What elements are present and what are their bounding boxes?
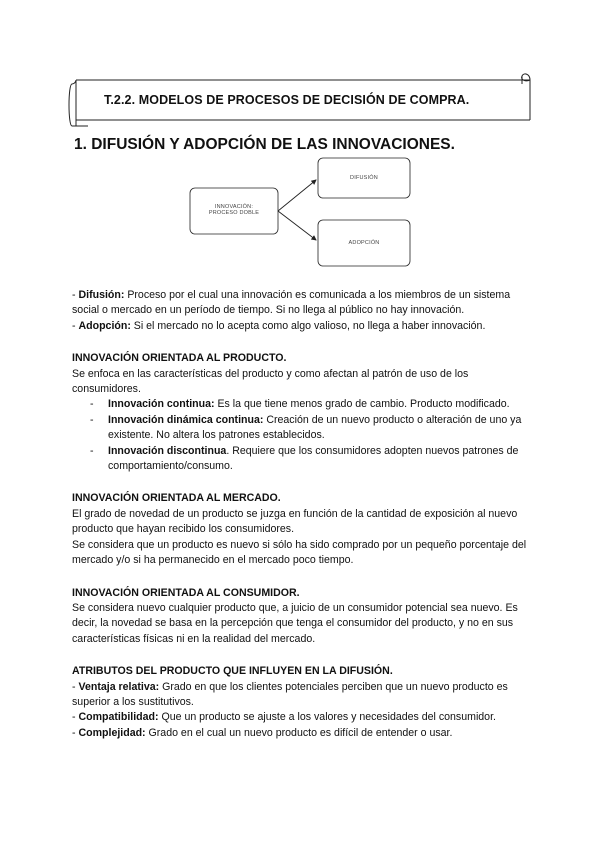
atributo-item: - Compatibilidad: Que un producto se ajuste a los valores y necesidades del consumidor.: [72, 711, 496, 724]
adopcion-label: ADOPCIÓN: [348, 240, 380, 246]
document-title: T.2.2. MODELOS DE PROCESOS DE DECISIÓN DE COMPRA.: [104, 93, 470, 107]
innovation-label: INNOVACIÓN: PROCESO DOBLE: [208, 204, 260, 216]
difusion-label: DIFUSIÓN: [350, 175, 378, 181]
producto-heading: INNOVACIÓN ORIENTADA AL PRODUCTO.: [72, 352, 287, 365]
definition-adopcion: - Adopción: Si el mercado no lo acepta como algo valioso, no llega a haber innovación.: [72, 319, 486, 332]
innovation-diagram: [185, 156, 415, 271]
list-item: - Innovación dinámica continua: Creación de un nuevo producto o alteración de uno ya existente. No altera los patrones establecidos.: [90, 413, 532, 444]
consumidor-paragraph: Se considera nuevo cualquier producto que, a juicio de un consumidor potencial sea nuevo. Es decir, la novedad se basa en la percepción que tenga el consumidor del producto, y no en sus características físicas ni en la realidad del mercado.: [72, 601, 518, 645]
atributo-item: - Complejidad: Grado en el cual un nuevo producto es difícil de entender o usar.: [72, 726, 453, 739]
list-item: - Innovación continua: Es la que tiene menos grado de cambio. Producto modificado.: [90, 397, 532, 412]
arrow-to-difusion: [278, 180, 316, 211]
mercado-paragraph: Se considera que un producto es nuevo si sólo ha sido comprado por un pequeño porcentaje del mercado y/o si ha permanecido en el mercado poco tiempo.: [72, 538, 527, 567]
list-item: - Innovación discontinua. Requiere que los consumidores adopten nuevos patrones de comportamiento/consumo.: [90, 444, 532, 475]
arrow-to-adopcion: [278, 211, 316, 240]
producto-list: [72, 397, 532, 474]
definition-difusion: - Difusión: Proceso por el cual una innovación es comunicada a los miembros de un sistema social o mercado en un período de tiempo. Si no llega al público no hay innovación.: [72, 289, 511, 317]
atributo-item: - Ventaja relativa: Grado en que los clientes potenciales perciben que un nuevo producto es superior a los sustitutivos.: [72, 680, 508, 708]
consumidor-heading: INNOVACIÓN ORIENTADA AL CONSUMIDOR.: [72, 586, 300, 599]
mercado-heading: INNOVACIÓN ORIENTADA AL MERCADO.: [72, 492, 281, 505]
producto-intro: Se enfoca en las características del producto y como afectan al patrón de uso de los consumidores.: [72, 367, 469, 396]
atributos-heading: ATRIBUTOS DEL PRODUCTO QUE INFLUYEN EN LA DIFUSIÓN.: [72, 665, 393, 678]
document-body: [72, 288, 532, 741]
section-heading: 1. DIFUSIÓN Y ADOPCIÓN DE LAS INNOVACIONES.: [74, 136, 455, 153]
mercado-paragraph: El grado de novedad de un producto se juzga en función de la cantidad de exposición al nuevo producto que hayan recibido los consumidores.: [72, 507, 518, 536]
